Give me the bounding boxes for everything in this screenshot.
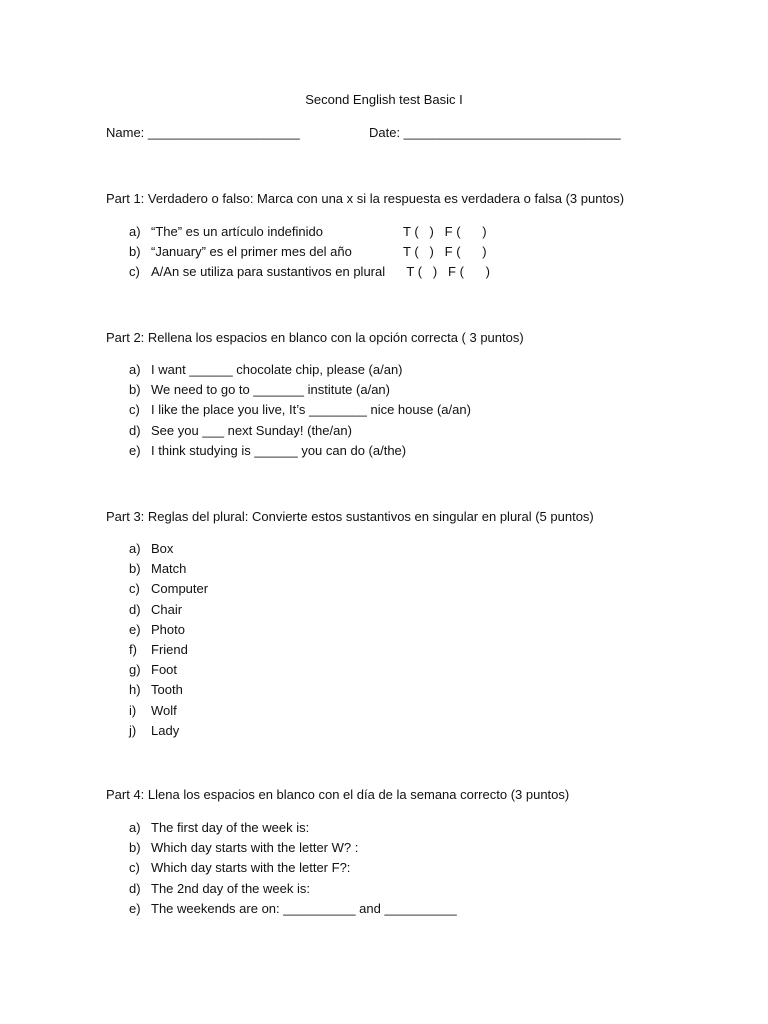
item-text: Photo [151, 621, 185, 637]
item-text: Tooth [151, 682, 183, 698]
name-field: Name: _____________________ [106, 125, 300, 140]
item-marker: c) [129, 581, 140, 597]
item-text: Box [151, 541, 174, 556]
part-3-heading: Part 3: Reglas del plural: Convierte estos sustantivos en singular en plural (5 puntos) [106, 509, 594, 524]
item-marker: h) [129, 682, 141, 698]
item-marker: a) [129, 224, 141, 239]
date-field: Date: ______________________________ [369, 125, 621, 140]
item-marker: c) [129, 264, 140, 280]
true-false-answer: T ( ) F ( ) [403, 244, 487, 260]
item-marker: i) [129, 702, 137, 718]
item-text: The weekends are on: __________ and __________ [151, 900, 457, 916]
part-4-heading: Part 4: Llena los espacios en blanco con el día de la semana correcto (3 puntos) [106, 787, 570, 802]
item-marker: e) [129, 900, 141, 916]
item-text: Match [151, 561, 187, 577]
item-text: Foot [151, 662, 178, 678]
item-text: The first day of the week is: [151, 820, 310, 835]
item-marker: f) [129, 641, 137, 657]
item-text: I like the place you live, It’s ________ nice house (a/an) [151, 402, 471, 418]
item-marker: a) [129, 541, 141, 556]
item-text: A/An se utiliza para sustantivos en plural [151, 264, 386, 280]
true-false-answer: T ( ) F ( ) [403, 224, 487, 239]
item-text: I want ______ chocolate chip, please (a/an) [151, 362, 403, 377]
item-text: See you ___ next Sunday! (the/an) [151, 422, 352, 438]
item-marker: b) [129, 561, 141, 577]
item-text: “January” es el primer mes del año [151, 244, 352, 260]
item-marker: e) [129, 442, 141, 458]
part-1-heading: Part 1: Verdadero o falso: Marca con una x si la respuesta es verdadera o falsa (3 puntos) [106, 191, 625, 206]
item-text: Lady [151, 722, 180, 738]
item-marker: d) [129, 601, 141, 617]
item-marker: b) [129, 840, 141, 856]
item-text: I think studying is ______ you can do (a/the) [151, 442, 407, 458]
item-text: Chair [151, 601, 183, 617]
item-text: “The” es un artículo indefinido [151, 224, 323, 239]
item-text: Friend [151, 641, 188, 657]
item-marker: a) [129, 820, 141, 835]
item-marker: e) [129, 621, 141, 637]
item-marker: g) [129, 662, 141, 678]
item-marker: c) [129, 860, 140, 876]
item-marker: d) [129, 880, 141, 896]
part-2-heading: Part 2: Rellena los espacios en blanco con la opción correcta ( 3 puntos) [106, 330, 524, 345]
document-title: Second English test Basic I [305, 92, 463, 107]
item-text: We need to go to _______ institute (a/an) [151, 382, 390, 398]
item-marker: d) [129, 422, 141, 438]
item-text: Computer [151, 581, 209, 597]
item-text: Which day starts with the letter F?: [151, 860, 351, 876]
item-marker: c) [129, 402, 140, 418]
true-false-answer: T ( ) F ( ) [403, 264, 490, 280]
item-marker: j) [129, 722, 137, 738]
item-text: Wolf [151, 702, 177, 718]
item-text: The 2nd day of the week is: [151, 880, 310, 896]
item-text: Which day starts with the letter W? : [151, 840, 359, 856]
item-marker: a) [129, 362, 141, 377]
item-marker: b) [129, 382, 141, 398]
item-marker: b) [129, 244, 141, 260]
